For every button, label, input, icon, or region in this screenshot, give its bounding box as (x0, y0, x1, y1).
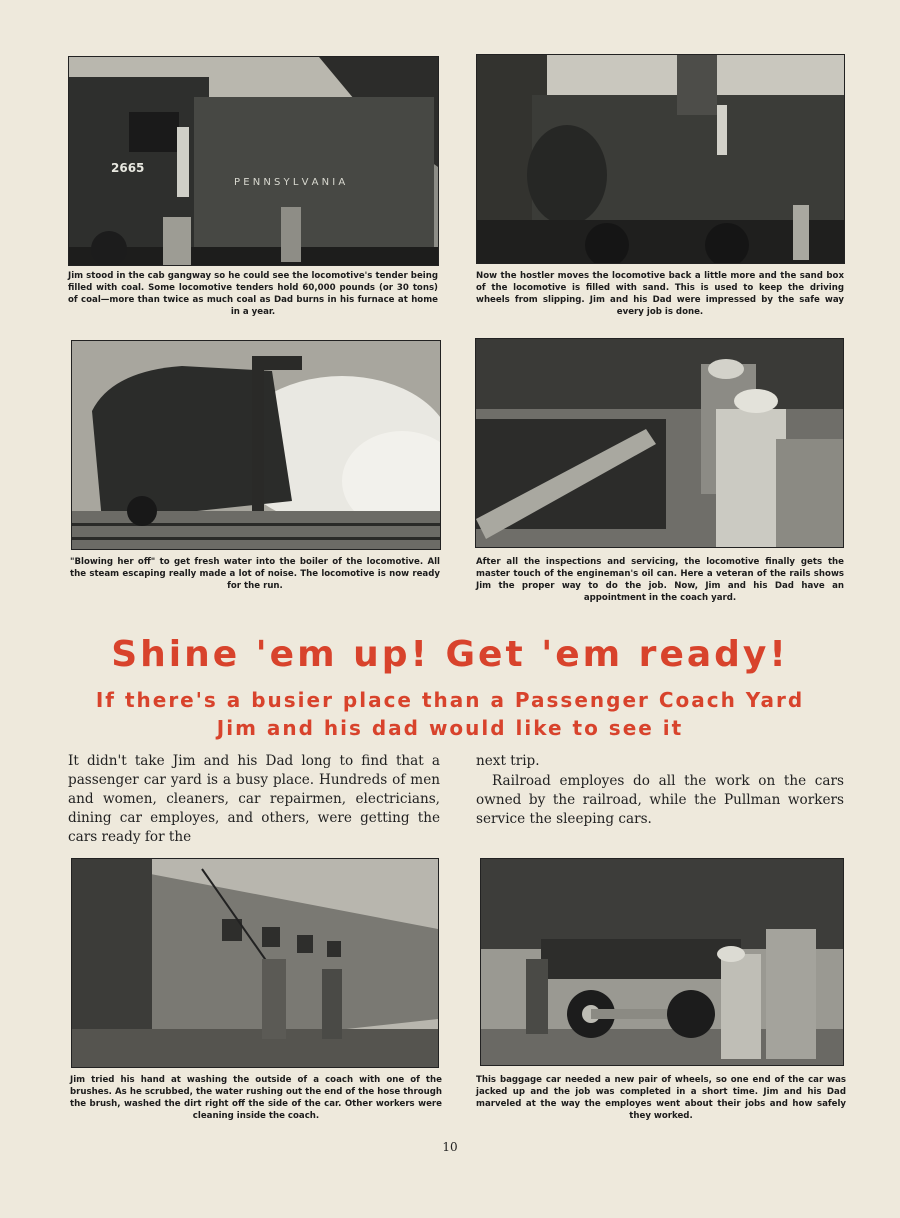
caption-baggage-wheels: This baggage car needed a new pair of wheels, so one end of the car was jacked up and the job was completed in a short time. Jim and his Dad marveled at the way the employes went about their jobs and how safely they worked. (476, 1075, 846, 1121)
photo-oil-can (475, 338, 844, 548)
photo-coal-loading (68, 56, 439, 266)
subhead-line-2: Jim and his dad would like to see it (216, 716, 684, 740)
subhead-line-1: If there's a busier place than a Passenger Coach Yard (95, 688, 805, 712)
caption-oil-can: After all the inspections and servicing, the locomotive finally gets the master touch of the engineman's oil can. Here a veteran of the rails shows Jim the proper way to do the job. Now, Jim and his Dad have an appointment in the coach yard. (476, 557, 844, 603)
photo-washing-coach (71, 858, 439, 1068)
sand-box-illustration (477, 55, 844, 263)
body-column-right-line: next trip. (476, 753, 540, 769)
page-number: 10 (442, 1140, 458, 1154)
caption-coal-loading: Jim stood in the cab gangway so he could see the locomotive's tender being filled with coal. Some locomotive tenders hold 60,000 pounds (or 30 tons) of coal—more than twice as much coal as Dad burns in his furnace at home in a year. (68, 271, 438, 317)
locomotive-number: 2665 (111, 161, 145, 175)
body-column-right: Railroad employes do all the work on the cars owned by the railroad, while the Pullman workers service the sleeping cars. (476, 773, 844, 827)
photo-blowing-off (71, 340, 441, 550)
photo-sand-box (476, 54, 845, 264)
caption-sand-box: Now the hostler moves the locomotive back a little more and the sand box of the locomotive is filled with sand. This is used to keep the driving wheels from slipping. Jim and his Dad were impressed by the safe way every job is done. (476, 271, 844, 317)
tender-lettering: P E N N S Y L V A N I A (234, 177, 346, 188)
blowing-off-illustration (72, 341, 440, 549)
oil-can-illustration (476, 339, 843, 547)
headline: Shine 'em up! Get 'em ready! (111, 634, 789, 675)
coal-loading-illustration (69, 57, 438, 265)
washing-coach-illustration (72, 859, 438, 1067)
baggage-wheels-illustration (481, 859, 843, 1065)
photo-baggage-wheels (480, 858, 844, 1066)
body-column-left: It didn't take Jim and his Dad long to find that a passenger car yard is a busy place. Hundreds of men and women, cleaners, car repairmen, electricians, dining car employes, and others, were getting the cars ready for the (68, 753, 440, 845)
caption-washing-coach: Jim tried his hand at washing the outside of a coach with one of the brushes. As he scrubbed, the water rushing out the end of the hose through the brush, washed the dirt right off the side of the car. Other workers were cleaning inside the coach. (70, 1075, 442, 1121)
caption-blowing-off: "Blowing her off" to get fresh water into the boiler of the locomotive. All the steam escaping really made a lot of noise. The locomotive is now ready for the run. (70, 557, 440, 591)
